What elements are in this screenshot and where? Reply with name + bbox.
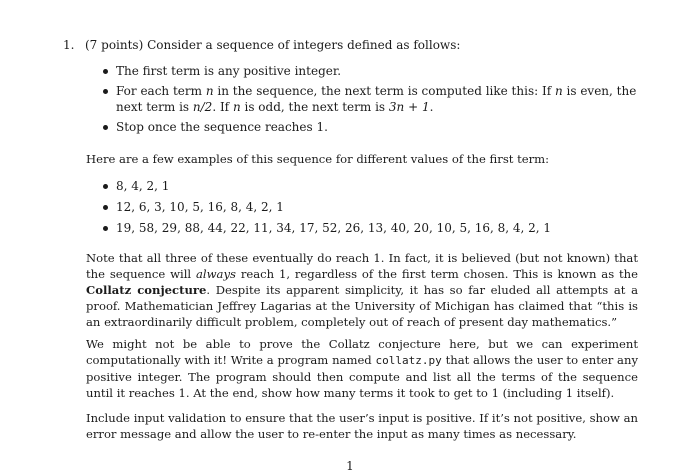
math-expr: n/2 [192, 100, 213, 114]
task-paragraph: We might not be able to prove the Collatz conjecture here, but we can experiment computationally with it! Write a program named collatz.py that allows the user to enter any positive integer. The program should then compute and list all the terms of the sequence until it reaches 1. At the end, show how many terms it took to get to 1 (including 1 itself). [86, 337, 638, 400]
rule-text: . [429, 100, 434, 114]
rule-text: For each term [116, 84, 206, 98]
example-item [100, 178, 655, 194]
rule-text: The first term is any positive integer. [116, 64, 342, 78]
examples-list [100, 178, 655, 241]
rule-text: Stop once the sequence reaches 1. [116, 120, 328, 134]
bullet-icon [103, 125, 108, 130]
math-expr: 3n + 1 [388, 100, 430, 114]
example-sequence: 19, 58, 29, 88, 44, 22, 11, 34, 17, 52, 26, 13, 40, 20, 10, 5, 16, 8, 4, 2, 1 [116, 221, 552, 235]
note-paragraph: Note that all three of these eventually do reach 1. In fact, it is believed (but not known) that the sequence will always reach 1, regardless of the first term chosen. This is known as the Collatz conjecture. Despite its apparent simplicity, it has so far eluded all attempts at a proof. Mathematician Jeffrey Lagarias at the University of Michigan has claimed that “this is an extraordinarily difficult problem, completely out of reach of present day mathematics.” [86, 251, 638, 329]
example-sequence: 8, 4, 2, 1 [116, 179, 170, 193]
bullet-icon [103, 205, 108, 210]
rule-text: is even, the next term is [116, 84, 637, 114]
rule-text: is odd, the next term is [240, 100, 389, 114]
math-var: n [205, 84, 214, 98]
collatz-conjecture-term: Collatz conjecture [86, 283, 207, 297]
bullet-icon [103, 89, 108, 94]
emphasis-always: always [196, 267, 236, 281]
problem-heading [63, 37, 663, 53]
math-var: n [232, 100, 241, 114]
filename-code: collatz.py [375, 354, 442, 367]
bullet-icon [103, 184, 108, 189]
problem-number: 1. [63, 38, 75, 52]
problem-heading-text: (7 points) Consider a sequence of integers defined as follows: [85, 38, 461, 52]
rules-list [100, 63, 655, 139]
bullet-icon [103, 226, 108, 231]
rule-item [100, 83, 655, 115]
page-number: 1 [346, 459, 354, 473]
math-var: n [554, 84, 563, 98]
validation-paragraph: Include input validation to ensure that the user’s input is positive. If it’s not positive, show an error message and allow the user to re-enter the input as many times as necessary. [86, 411, 638, 441]
example-sequence: 12, 6, 3, 10, 5, 16, 8, 4, 2, 1 [116, 200, 284, 214]
example-item [100, 220, 655, 236]
rule-text: in the sequence, the next term is computed like this: If [213, 84, 555, 98]
example-item [100, 199, 655, 215]
examples-intro: Here are a few examples of this sequence for different values of the first term: [86, 152, 550, 166]
rule-item [100, 119, 655, 135]
rule-text: . If [212, 100, 233, 114]
rule-item [100, 63, 655, 79]
bullet-icon [103, 69, 108, 74]
